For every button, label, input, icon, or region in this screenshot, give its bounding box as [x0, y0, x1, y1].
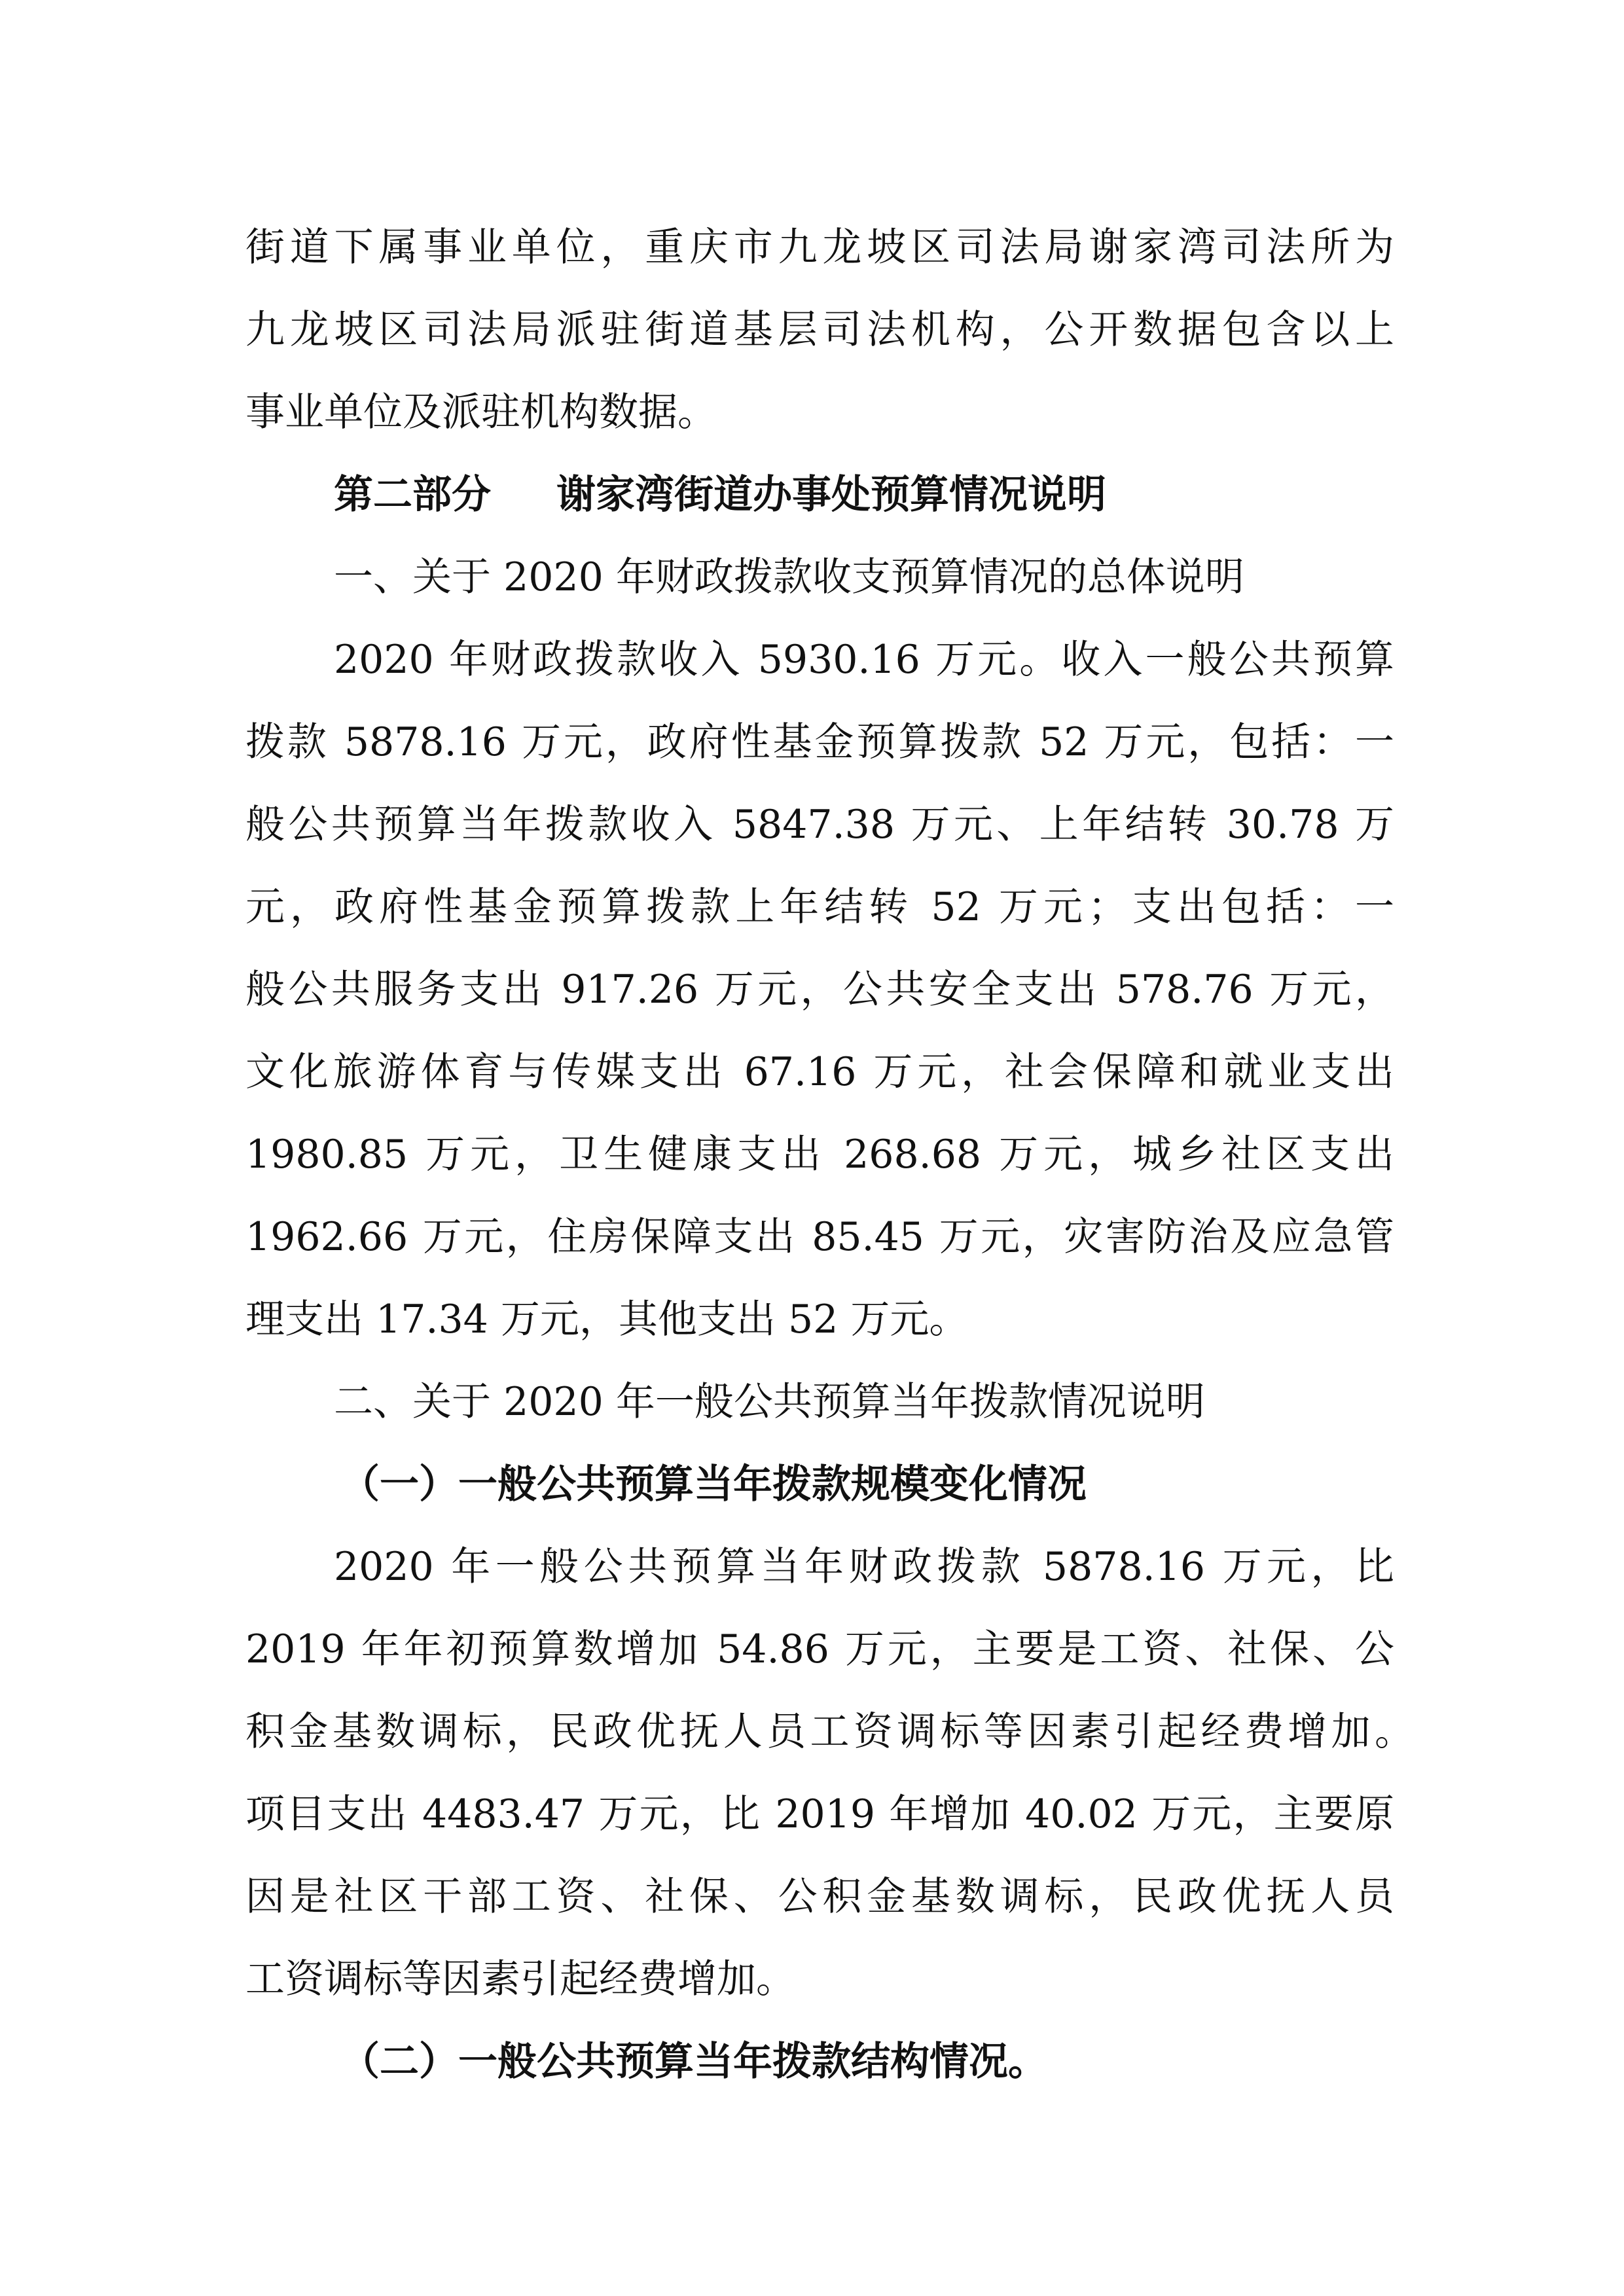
body-line: 街道下属事业单位，重庆市九龙坡区司法局谢家湾司法所为 — [245, 224, 1394, 270]
body-line: 项目支出 4483.47 万元，比 2019 年增加 40.02 万元，主要原 — [245, 1791, 1394, 1837]
body-line: 2019 年年初预算数增加 54.86 万元，主要是工资、社保、公 — [245, 1626, 1394, 1672]
body-line: 九龙坡区司法局派驻街道基层司法机构，公开数据包含以上 — [245, 307, 1394, 353]
section-heading: 一、关于 2020 年财政拨款收支预算情况的总体说明 — [334, 554, 1244, 600]
body-line: 2020 年一般公共预算当年财政拨款 5878.16 万元，比 — [334, 1544, 1394, 1590]
body-line: 事业单位及派驻机构数据。 — [245, 389, 717, 435]
section-heading: 二、关于 2020 年一般公共预算当年拨款情况说明 — [334, 1379, 1205, 1425]
body-line: 1980.85 万元，卫生健康支出 268.68 万元，城乡社区支出 — [245, 1132, 1394, 1177]
body-line: 般公共服务支出 917.26 万元，公共安全支出 578.76 万元， — [245, 967, 1394, 1013]
body-line: 理支出 17.34 万元，其他支出 52 万元。 — [245, 1297, 969, 1342]
subsection-heading: （二）一般公共预算当年拨款结构情况。 — [340, 2039, 1047, 2085]
body-line: 因是社区干部工资、社保、公积金基数调标，民政优抚人员 — [245, 1874, 1394, 1920]
subsection-heading: （一）一般公共预算当年拨款规模变化情况 — [340, 1462, 1087, 1507]
part-heading — [0, 469, 1624, 521]
body-line: 拨款 5878.16 万元，政府性基金预算拨款 52 万元，包括：一 — [245, 719, 1394, 765]
body-line: 1962.66 万元，住房保障支出 85.45 万元，灾害防治及应急管 — [245, 1214, 1394, 1260]
body-line: 工资调标等因素引起经费增加。 — [245, 1956, 795, 2002]
body-line: 般公共预算当年拨款收入 5847.38 万元、上年结转 30.78 万 — [245, 802, 1394, 848]
body-line: 元，政府性基金预算拨款上年结转 52 万元；支出包括：一 — [245, 884, 1394, 930]
part-heading-title: 谢家湾街道办事处预算情况说明 — [556, 472, 1106, 518]
body-line: 文化旅游体育与传媒支出 67.16 万元，社会保障和就业支出 — [245, 1049, 1394, 1095]
body-line: 积金基数调标，民政优抚人员工资调标等因素引起经费增加。 — [245, 1709, 1414, 1755]
body-line: 2020 年财政拨款收入 5930.16 万元。收入一般公共预算 — [334, 637, 1394, 683]
part-heading-label: 第二部分 — [334, 472, 491, 518]
